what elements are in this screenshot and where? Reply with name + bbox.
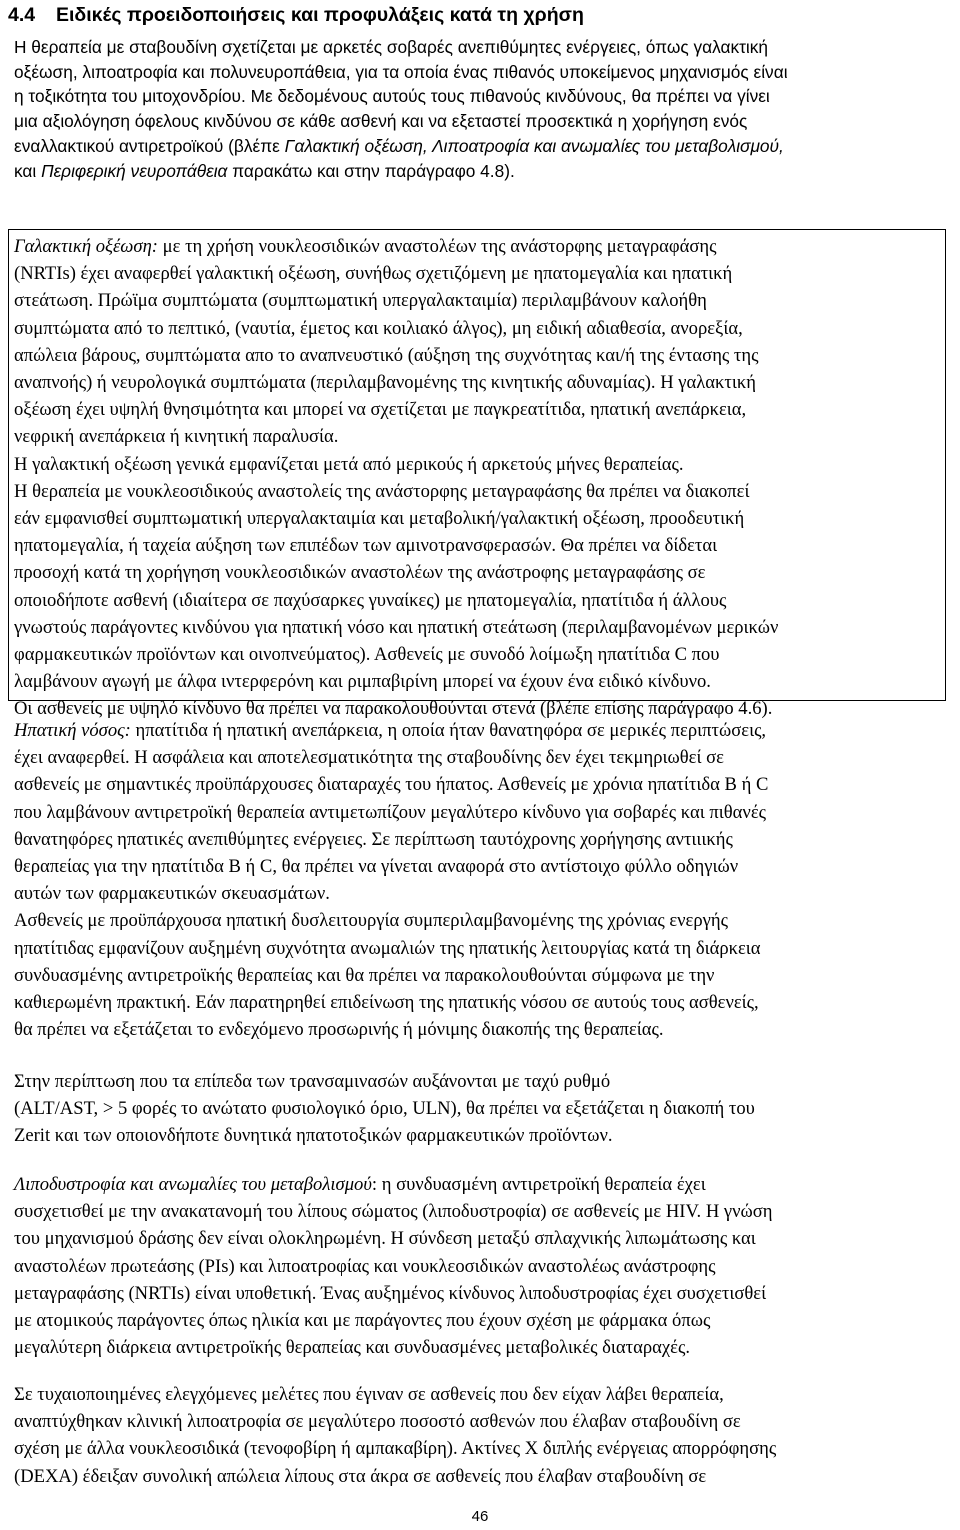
text-line: καθιερωμένη πρακτική. Εάν παρατηρηθεί επιδείνωση της ηπατικής νόσου σε αυτούς τους ασθενείς, [14,992,759,1014]
text-line: Zerit και των οποιονδήποτε δυνητικά ηπατοτοξικών φαρμακευτικών προϊόντων. [14,1125,613,1147]
clinical-trials-paragraph [14,1381,944,1490]
text-line: οξέωση, λιποατροφία και πολυνευροπάθεια, για τα οποία ένας πιθανός υποκείμενος μηχανισμός είναι [14,61,788,82]
subheading: Λιποδυστροφία και ανωμαλίες του μεταβολισμού [14,1174,372,1195]
text-line: Λιποδυστροφία και ανωμαλίες του μεταβολισμού: η συνδυασμένη αντιρετροϊκή θεραπεία έχει [14,1174,706,1195]
text-line: η τοξικότητα του μιτοχονδρίου. Με δεδομένους αυτούς τους πιθανούς κινδύνους, θα πρέπει να γίνει [14,86,770,107]
text-line: που λαμβάνουν αντιρετροϊκή θεραπεία αντιμετωπίζουν μεγαλύτερο κίνδυνο για σοβαρές και πιθανές [14,801,766,823]
text-line: μεταγραφάσης (NRTIs) είναι υποθετική. Ένας αυξημένος κίνδυνος λιποδυστροφίας έχει συσχετισθεί [14,1282,767,1304]
text-line: θανατηφόρες ηπατικές ανεπιθύμητες ενέργειες. Σε περίπτωση ταυτόχρονης χορήγησης αντιιικής [14,828,733,850]
text-line: λαμβάνουν αγωγή με άλφα ιντερφερόνη και ριμπαβιρίνη μπορεί να έχουν ένα ειδικό κίνδυνο. [14,671,711,693]
text-line: φαρμακευτικών προϊόντων και οινοπνεύματος). Ασθενείς με συνοδό λοίμωξη ηπατίτιδα C που [14,644,720,666]
text-line: εναλλακτικού αντιρετροϊκού (βλέπε Γαλακτική οξέωση, Λιποατροφία και ανωμαλίες του μεταβολισμού, [14,135,784,156]
text-line: γνωστούς παράγοντες κινδύνου για ηπατική νόσο και ηπατική στεάτωση (περιλαμβανομένων μερικών [14,616,779,638]
text-line: Ασθενείς με προϋπάρχουσα ηπατική δυσλειτουργία συμπεριλαμβανομένης της χρόνιας ενεργής [14,910,728,932]
text-line: οξέωση έχει υψηλή θνησιμότητα και μπορεί να σχετίζεται με παγκρεατίτιδα, ηπατική ανεπάρκεια, [14,399,747,421]
text-line: Η θεραπεία με νουκλεοσιδικούς αναστολείς της ανάστορφης μεταγραφάσης θα πρέπει να διακοπεί [14,480,750,502]
text-line: έχει αναφερθεί. Η ασφάλεια και αποτελεσματικότητα της σταβουδίνης δεν έχει τεκμηριωθεί σε [14,747,724,769]
text-line: αναπνοής) ή νευρολογικά συμπτώματα (περιλαμβανομένης της κινητικής αδυναμίας). Η γαλακτική [14,372,756,394]
text-line: προσοχή κατά τη χορήγηση νουκλεοσιδικών αναστολέων της ανάστροφης μεταγραφάσης σε [14,562,706,584]
text-line: μεγαλύτερη διάρκεια αντιρετροϊκής θεραπείας και συνδυασμένες μεταβολικές διαταραχές. [14,1337,690,1359]
text-line: συμπτώματα από το πεπτικό, (ναυτία, έμετος και κοιλιακό άλγος), μη ειδική αδιαθεσία, ανορεξία, [14,317,743,339]
text-line: αναπτύχθηκαν κλινική λιποατροφία σε μεγαλύτερο ποσοστό ασθενών που έλαβαν σταβουδίνη σε [14,1411,741,1433]
text-line: Γαλακτική οξέωση: με τη χρήση νουκλεοσιδικών αναστολέων της ανάστορφης μεταγραφάσης [14,236,717,257]
subheading: Ηπατική νόσος: [14,720,131,741]
text-line: αναστολέων πρωτεάσης (PIs) και λιποατροφίας και νουκλεοσιδικών αναστολέως ανάστροφης [14,1255,716,1277]
text-line: του μηχανισμού δράσης δεν είναι ολοκληρωμένη. Η σύνδεση μεταξύ σπλαχνικής λιπωμάτωσης και [14,1228,756,1250]
text-line: μια αξιολόγηση όφελους κινδύνου σε κάθε ασθενή και να εξεταστεί προσεκτικά η χορήγηση ενός [14,111,748,132]
text-line: και Περιφερική νευροπάθεια παρακάτω και στην παράγραφο 4.8). [14,160,515,181]
text-line: Οι ασθενείς με υψηλό κίνδυνο θα πρέπει να παρακολουθούνται στενά (βλέπε επίσης παράγραφο 4.6). [14,698,773,720]
text-line: Σε τυχαιοποιημένες ελεγχόμενες μελέτες που έγιναν σε ασθενείς που δεν είχαν λάβει θεραπεία, [14,1384,724,1405]
text-line: θεραπείας για την ηπατίτιδα B ή C, θα πρέπει να γίνεται αναφορά στο αντίστοιχο φύλλο οδηγιών [14,856,739,878]
subheading: Γαλακτική οξέωση: [14,236,158,257]
text-line: στεάτωση. Πρώϊμα συμπτώματα (συμπτωματική υπεργαλακταιμία) περιλαμβάνουν καλοήθη [14,290,707,312]
text-line: ασθενείς με σημαντικές προϋπάρχουσες διαταραχές του ήπατος. Ασθενείς με χρόνια ηπατίτιδα B ή C [14,774,769,796]
text-line: (NRTIs) έχει αναφερθεί γαλακτική οξέωση, συνήθως σχετιζόμενη με ηπατομεγαλία και ηπατική [14,263,733,285]
text-line: θα πρέπει να εξετάζεται το ενδεχόμενο προσωρινής ή μόνιμης διακοπής της θεραπείας. [14,1019,664,1041]
text-line: Στην περίπτωση που τα επίπεδα των τρανσαμινασών αυξάνονται με ταχύ ρυθμό [14,1071,611,1092]
cross-reference: Γαλακτική οξέωση, Λιποατροφία και ανωμαλίες του μεταβολισμού, [284,135,784,156]
text-line: με ατομικούς παράγοντες όπως ηλικία και με παράγοντες που έχουν σχέση με φάρμακα όπως [14,1310,711,1332]
text-line: ηπατομεγαλία, ή ταχεία αύξηση των επιπέδων των αμινοτρανσφερασών. Θα πρέπει να δίδεται [14,535,718,557]
text-line: συσχετισθεί με την ανακατανομή του λίπους σώματος (λιποδυστροφία) σε ασθενείς με HIV. Η γνώση [14,1201,773,1223]
text-line: Η θεραπεία με σταβουδίνη σχετίζεται με αρκετές σοβαρές ανεπιθύμητες ενέργειες, όπως γαλακτική [14,37,769,57]
text-line: συνδυασμένης αντιρετροϊκής θεραπείας και θα πρέπει να παρακολουθούνται σύμφωνα με την [14,964,715,986]
cross-reference: Περιφερική νευροπάθεια [41,160,228,181]
text-line: Ηπατική νόσος: ηπατίτιδα ή ηπατική ανεπάρκεια, η οποία ήταν θανατηφόρα σε μερικές περιπτώσεις, [14,720,767,741]
text-line: (ALT/AST, > 5 φορές το ανώτατο φυσιολογικό όριο, ULN), θα πρέπει να εξετάζεται η διακοπή του [14,1098,755,1120]
section-number: 4.4 [8,4,36,26]
text-line: εάν εμφανισθεί συμπτωματική υπεργαλακταιμία και μεταβολική/γαλακτική οξέωση, προοδευτική [14,508,745,530]
text-line: Η γαλακτική οξέωση γενικά εμφανίζεται μετά από μερικούς ή αρκετούς μήνες θεραπείας. [14,453,684,475]
hepatic-disease-paragraph [14,717,944,1043]
lactic-acidosis-paragraph [14,233,944,723]
text-line: απώλεια βάρους, συμπτώματα απο το αναπνευστικό (αύξηση της συχνότητας και/ή της έντασης της [14,344,759,366]
intro-paragraph [14,35,944,183]
lipodystrophy-paragraph [14,1171,944,1361]
text-line: ηπατίτιδας εμφανίζουν αυξημένη συχνότητα ανωμαλιών της ηπατικής λειτουργίας κατά τη διάρκεια [14,937,761,959]
text-line: νεφρική ανεπάρκεια ή κινητική παραλυσία. [14,426,339,448]
section-title: Ειδικές προειδοποιήσεις και προφυλάξεις κατά τη χρήση [56,4,584,26]
section-heading [8,2,948,28]
text-line: αυτών των φαρμακευτικών σκευασμάτων. [14,883,330,905]
text-line: σχέση με άλλα νουκλεοσιδικά (τενοφοβίρη ή αμπακαβίρη). Ακτίνες Χ διπλής ενέργειας απορρόφησης [14,1438,777,1460]
text-line: οποιοδήποτε ασθενή (ιδιαίτερα σε παχύσαρκες γυναίκες) με ηπατομεγαλία, ηπατίτιδα ή άλλους [14,589,727,611]
transaminase-paragraph [14,1068,944,1150]
text-line: (DEXA) έδειξαν συνολική απώλεια λίπους στα άκρα σε ασθενείς που έλαβαν σταβουδίνη σε [14,1465,707,1487]
page-number: 46 [471,1508,489,1525]
